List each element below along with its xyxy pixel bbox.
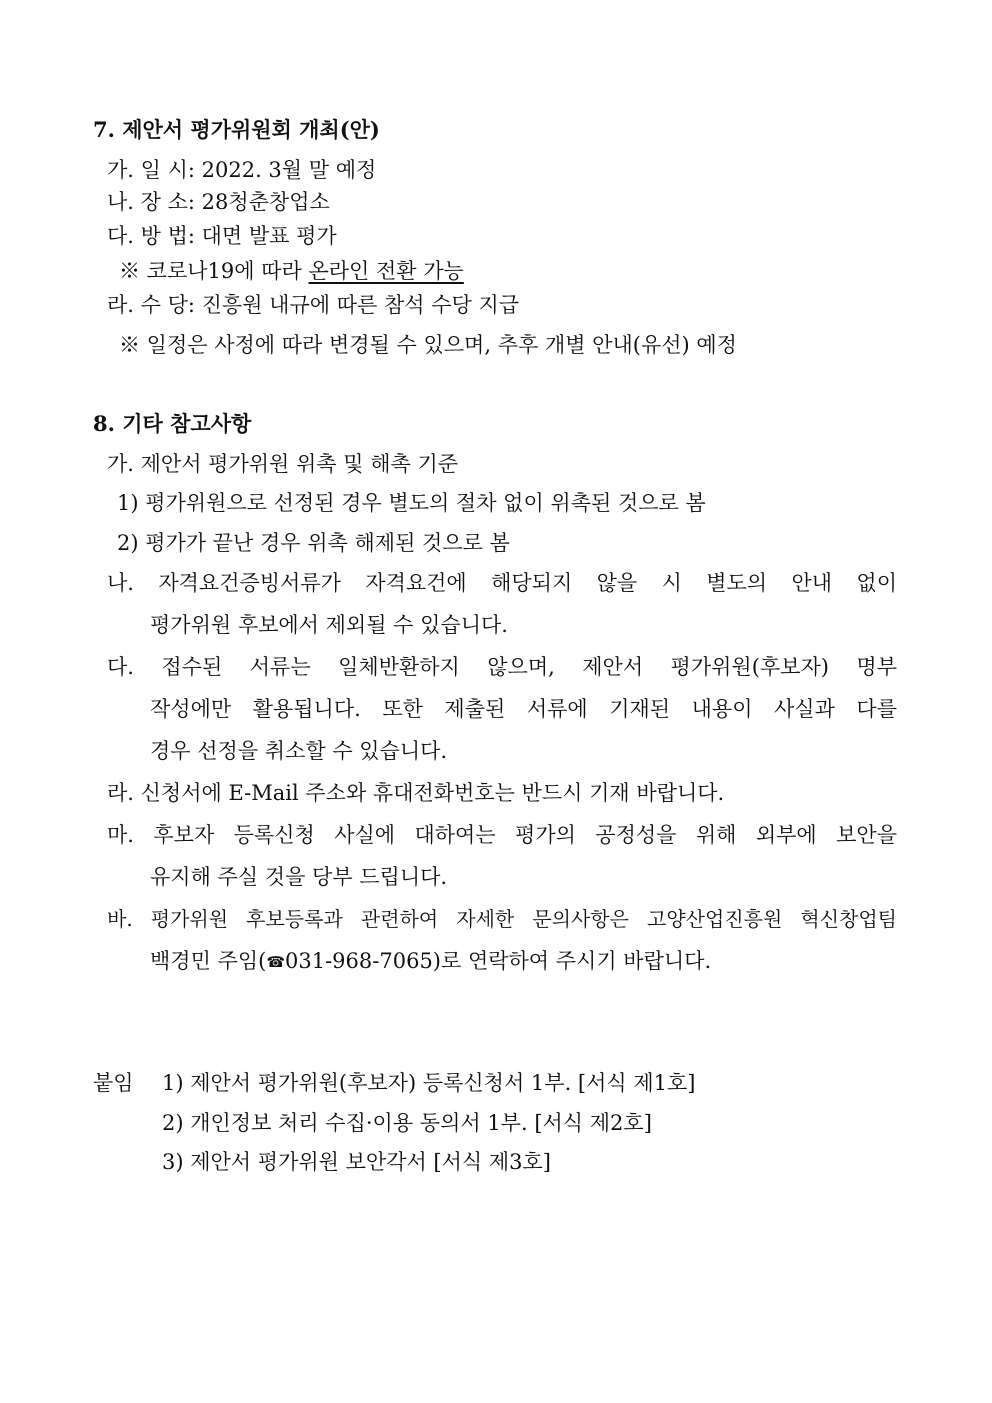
s7-item-place: 나. 장 소: 28청춘창업소: [107, 190, 330, 214]
s7-item-date: 가. 일 시: 2022. 3월 말 예정: [107, 158, 377, 182]
s8-contact-rest: 031-968-7065)로 연락하여 주시기 바랍니다.: [285, 949, 712, 973]
s7-note-covid: [119, 257, 464, 285]
s8-item-ba-line1: 바. 평가위원 후보등록과 관련하여 자세한 문의사항은 고양산업진흥원 혁신창업팀: [107, 907, 897, 931]
s7-item-method: 다. 방 법: 대면 발표 평가: [107, 224, 337, 248]
s8-item-na-line2: 평가위원 후보에서 제외될 수 있습니다.: [150, 613, 508, 637]
s8-item-na-line1: 나. 자격요건증빙서류가 자격요건에 해당되지 않을 시 별도의 안내 없이: [107, 571, 897, 595]
s8-item-ga-1: 1) 평가위원으로 선정된 경우 별도의 절차 없이 위촉된 것으로 봄: [117, 491, 706, 515]
section-8-title: 8. 기타 참고사항: [93, 411, 252, 436]
s8-item-ra: 라. 신청서에 E-Mail 주소와 휴대전화번호는 반드시 기재 바랍니다.: [107, 781, 725, 805]
s8-item-da-line2: 작성에만 활용됩니다. 또한 제출된 서류에 기재된 내용이 사실과 다를: [150, 697, 897, 721]
s8-item-ga-2: 2) 평가가 끝난 경우 위촉 해제된 것으로 봄: [117, 531, 510, 555]
attachment-item-2: 2) 개인정보 처리 수집·이용 동의서 1부. [서식 제2호]: [162, 1111, 652, 1135]
s8-contact-name: 백경민 주임(: [150, 949, 267, 973]
s8-item-ma-line2: 유지해 주실 것을 당부 드립니다.: [150, 865, 448, 889]
s8-item-da-line1: 다. 접수된 서류는 일체반환하지 않으며, 제안서 평가위원(후보자) 명부: [107, 655, 897, 679]
s8-item-da-line3: 경우 선정을 취소할 수 있습니다.: [150, 739, 448, 763]
attachment-item-3: 3) 제안서 평가위원 보안각서 [서식 제3호]: [162, 1150, 551, 1174]
attachment-label: 붙임: [93, 1071, 134, 1095]
s7-note-schedule: ※ 일정은 사정에 따라 변경될 수 있으며, 추후 개별 안내(유선) 예정: [119, 333, 737, 357]
s7-note-covid-underlined: 온라인 전환 가능: [308, 259, 464, 283]
s7-item-allowance: 라. 수 당: 진흥원 내규에 따른 참석 수당 지급: [107, 293, 520, 317]
phone-icon: ☎: [266, 953, 285, 971]
s8-item-ba-line2: [150, 947, 711, 976]
section-7-title: 7. 제안서 평가위원회 개최(안): [93, 117, 380, 142]
s7-note-covid-text: ※ 코로나19에 따라: [119, 259, 309, 283]
s8-item-ga: 가. 제안서 평가위원 위촉 및 해촉 기준: [107, 452, 459, 476]
attachment-item-1: 1) 제안서 평가위원(후보자) 등록신청서 1부. [서식 제1호]: [162, 1071, 696, 1095]
s8-item-ma-line1: 마. 후보자 등록신청 사실에 대하여는 평가의 공정성을 위해 외부에 보안을: [107, 823, 897, 847]
